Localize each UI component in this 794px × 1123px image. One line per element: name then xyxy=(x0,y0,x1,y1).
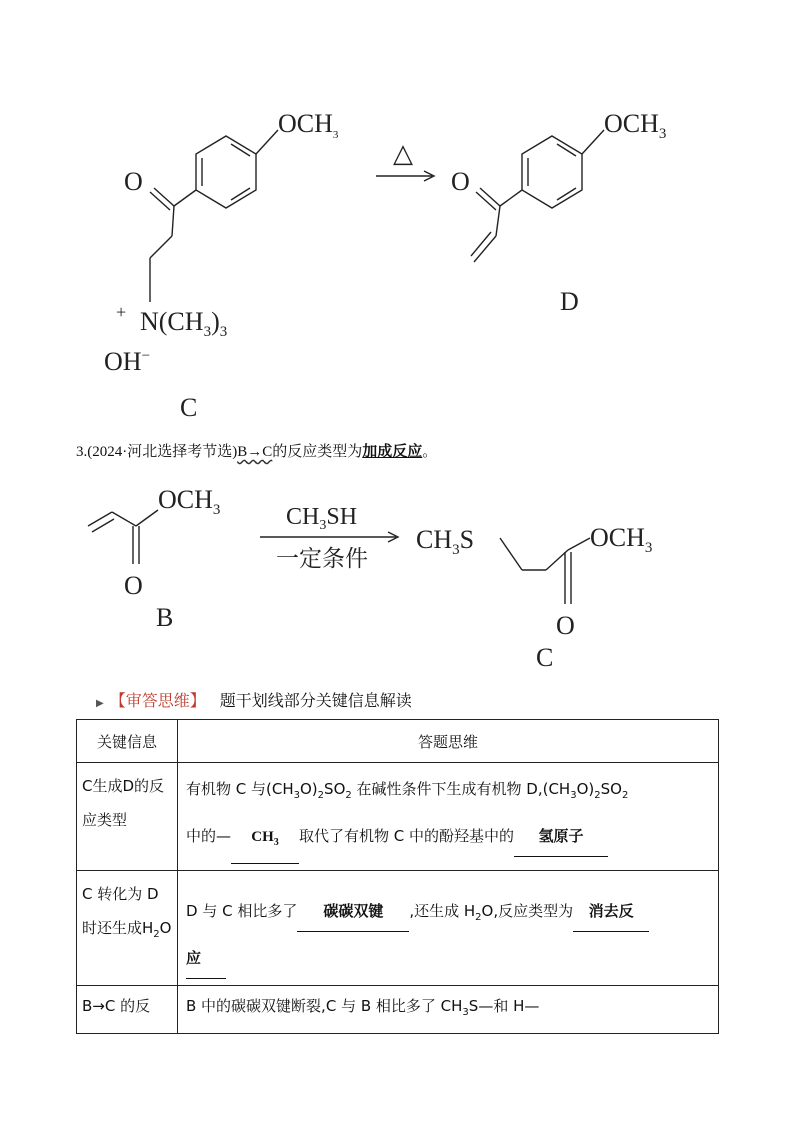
trimethylammonium: $N(CH_3)_3$ xyxy=(140,307,228,340)
analysis-table xyxy=(76,719,719,1034)
row2-key: C 转化为 D 时还生成$H_2O$ xyxy=(77,871,178,986)
table-row xyxy=(77,986,719,1034)
row2-text-3: O,反应类型为 xyxy=(481,902,574,920)
methoxy-right: $OCH_3$ xyxy=(604,109,667,142)
label-compound-c2: C xyxy=(536,643,554,672)
row1-sub-5: 2 xyxy=(594,790,601,801)
row3-text-1: B 中的碳碳双键断裂,C 与 B 相比多了 CH xyxy=(186,997,463,1015)
heat-symbol: △ xyxy=(393,139,413,168)
reaction-scheme-b-to-c xyxy=(0,470,794,680)
label-compound-c: C xyxy=(180,393,198,422)
row3-key: B→C 的反 xyxy=(77,986,178,1034)
table-row xyxy=(77,763,719,871)
row3-sub: 3 xyxy=(462,1007,469,1018)
row2-text-2: ,还生成 H xyxy=(409,902,476,920)
plus-charge: + xyxy=(116,302,127,322)
row1-text-5: O) xyxy=(576,780,595,798)
header-key-info: 关键信息 xyxy=(77,720,178,763)
row1-blank-ch3: $CH_3$ xyxy=(231,817,299,864)
answer-text: 加成反应 xyxy=(362,442,423,460)
methoxy-b: $OCH_3$ xyxy=(158,485,221,518)
question-text: 的反应类型为 xyxy=(272,444,363,460)
row3-text-2: S—和 H— xyxy=(468,997,540,1015)
row1-text-6: SO xyxy=(600,780,622,798)
row1-sub-2: 2 xyxy=(317,790,325,801)
row3-content xyxy=(178,986,719,1034)
label-compound-b: B xyxy=(156,603,174,632)
carbonyl-o-c: O xyxy=(556,611,575,640)
reaction-scheme-c-to-d xyxy=(0,0,794,430)
reagent-condition: 一定条件 xyxy=(276,546,368,571)
row1-content xyxy=(178,763,719,871)
row2-blank-double-bond: 碳碳双键 xyxy=(297,891,409,932)
row1-text-4: 在碱性条件下生成有机物 D,(CH xyxy=(351,780,571,798)
analysis-header xyxy=(96,688,412,711)
row2-blank-elimination-a: 消去反 xyxy=(573,891,649,932)
row1-text-1: 有机物 C 与(CH xyxy=(186,780,294,798)
table-header-row xyxy=(77,720,719,763)
problem-number: 3. xyxy=(76,444,88,460)
row1-sub-4: 3 xyxy=(570,790,577,801)
methoxy-left: $OCH_3$ xyxy=(278,109,339,141)
benzene-ring-right xyxy=(522,136,582,208)
row2-blank-elimination-b: 应 xyxy=(186,938,226,979)
carbonyl-o-b: O xyxy=(124,571,143,600)
row2-sub: 2 xyxy=(475,912,482,923)
label-compound-d: D xyxy=(560,287,579,316)
methoxy-c: $OCH_3$ xyxy=(590,523,653,556)
triangle-marker-icon: ▶ xyxy=(96,698,104,709)
row1-blank-hydrogen: 氢原子 xyxy=(514,816,608,857)
row1-key: C生成D的反应类型 xyxy=(77,763,178,871)
analysis-title: 【审答思维】 xyxy=(109,691,206,710)
row1-text-8: 取代了有机物 C 中的酚羟基中的 xyxy=(299,827,515,845)
row1-text-2: O) xyxy=(300,780,318,798)
benzene-ring-left xyxy=(196,136,256,208)
methylthio-group: $CH_3S$ xyxy=(416,525,475,558)
problem-statement xyxy=(76,440,437,461)
period: 。 xyxy=(422,444,438,460)
row1-sub-6: 2 xyxy=(621,790,629,801)
table-row xyxy=(77,871,719,986)
header-thinking: 答题思维 xyxy=(178,720,719,763)
row2-text-1: D 与 C 相比多了 xyxy=(186,902,298,920)
carbonyl-o-left: O xyxy=(124,167,143,196)
row1-text-7: 中的— xyxy=(186,827,232,845)
hydroxide-ion: OH− xyxy=(104,347,151,376)
problem-source: (2024·河北选择考节选) xyxy=(87,444,238,460)
row1-text-3: SO xyxy=(324,780,346,798)
row2-content xyxy=(178,871,719,986)
row1-sub-3: 2 xyxy=(345,790,352,801)
row1-sub-1: 3 xyxy=(293,790,300,801)
analysis-subtitle: 题干划线部分关键信息解读 xyxy=(219,691,412,710)
carbonyl-o-right: O xyxy=(451,167,470,196)
reagent-ch3sh: $CH_3SH$ xyxy=(286,504,358,533)
wavy-underline-text: B→C xyxy=(237,444,273,460)
